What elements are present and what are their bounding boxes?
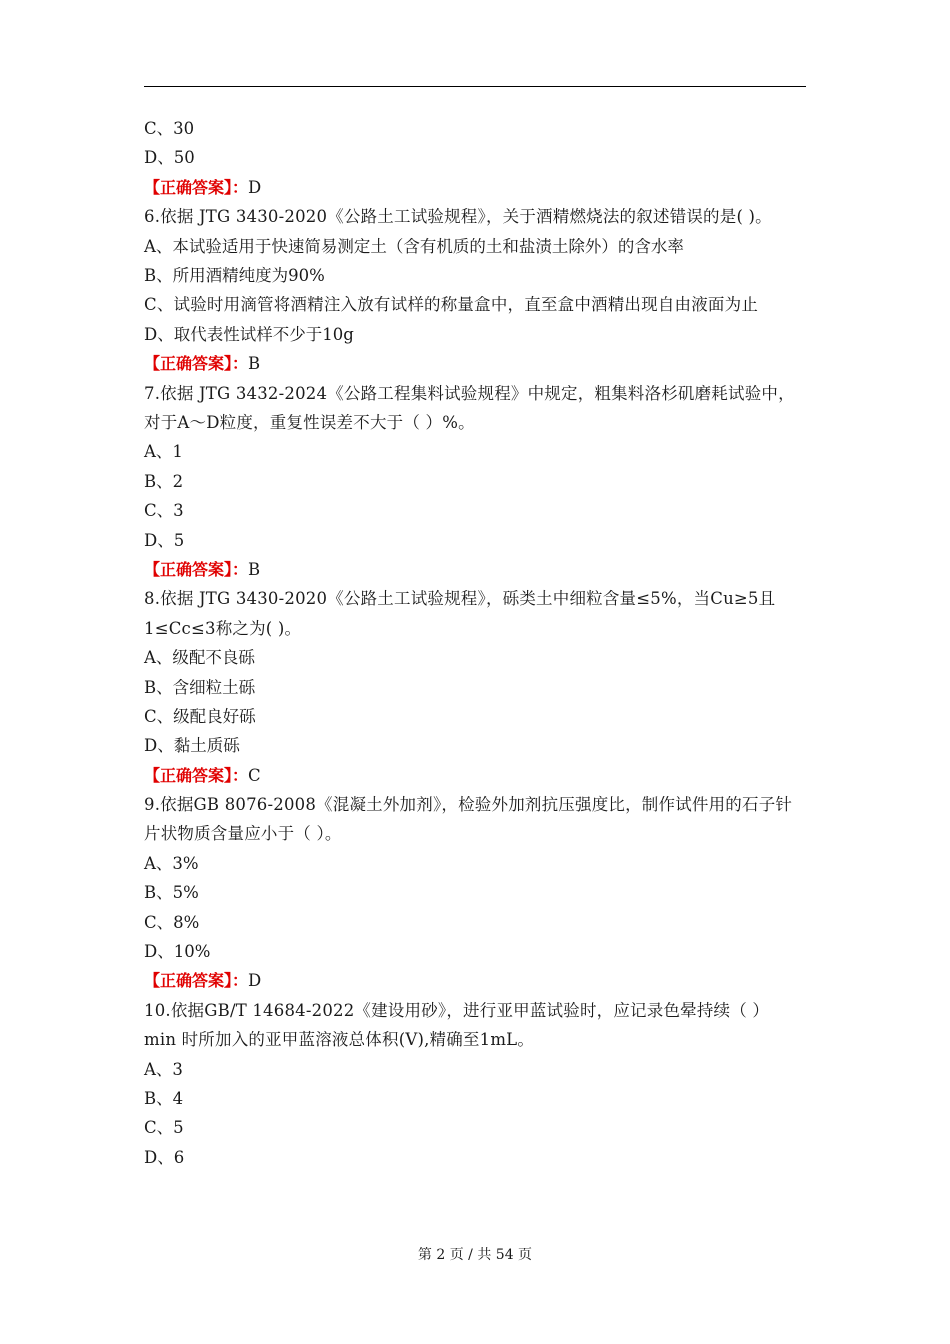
question-6-option-c: C、试验时用滴管将酒精注入放有试样的称量盒中，直至盒中酒精出现自由液面为止 — [144, 295, 759, 315]
question-8-answer — [144, 761, 806, 790]
question-8-option-a: A、级配不良砾 — [144, 648, 255, 668]
answer-value: C — [248, 765, 261, 785]
question-10-text: 10.依据GB/T 14684-2022《建设用砂》，进行亚甲蓝试验时，应记录色晕持续（ ） min 时所加入的亚甲蓝溶液总体积(V),精确至1mL。 — [144, 1000, 770, 1050]
question-7-option-b: B、2 — [144, 471, 184, 491]
answer-value: B — [248, 559, 261, 579]
question-6-option-a: A、本试验适用于快速简易测定土（含有机质的土和盐渍土除外）的含水率 — [144, 236, 684, 256]
question-7-answer — [144, 555, 806, 584]
question-7-text: 7.依据 JTG 3432-2024《公路工程集料试验规程》中规定，粗集料洛杉矶磨耗试验中，对于A～D粒度，重复性误差不大于（ ）%。 — [144, 383, 795, 432]
answer-label: 【正确答案】： — [144, 354, 249, 374]
question-7-option-c: C、3 — [144, 501, 184, 521]
question-7-option-a: A、1 — [144, 442, 183, 462]
question-8-text: 8.依据 JTG 3430-2020《公路土工试验规程》，砾类土中细粒含量≤5%，当Cu≥5且1≤Cc≤3称之为( )。 — [144, 589, 776, 638]
option-c: C、30 — [144, 119, 195, 138]
question-6-option-b: B、所用酒精纯度为90% — [144, 265, 325, 285]
page-content — [144, 114, 806, 1172]
question-6-answer — [144, 349, 806, 378]
answer-label: 【正确答案】： — [144, 765, 249, 785]
page-footer: 第 2 页 / 共 54 页 — [417, 1247, 533, 1263]
question-6-text: 6.依据 JTG 3430-2020《公路土工试验规程》，关于酒精燃烧法的叙述错误的是( )。 — [144, 207, 772, 227]
question-9-option-c: C、8% — [144, 912, 200, 932]
header-rule — [144, 86, 806, 87]
question-10-option-a: A、3 — [144, 1059, 183, 1079]
answer-label: 【正确答案】： — [144, 971, 249, 991]
answer-value: B — [248, 354, 261, 374]
question-10-option-c: C、5 — [144, 1118, 184, 1138]
question-8-option-c: C、级配良好砾 — [144, 706, 256, 726]
question-7-option-d: D、5 — [144, 530, 185, 550]
answer-line — [144, 173, 806, 202]
question-9-option-a: A、3% — [144, 853, 199, 873]
question-10-option-b: B、4 — [144, 1089, 184, 1109]
question-6-option-d: D、取代表性试样不少于10g — [144, 324, 354, 344]
question-10-option-d: D、6 — [144, 1147, 185, 1167]
answer-label: 【正确答案】： — [144, 559, 249, 579]
answer-value: D — [248, 971, 262, 991]
question-9-answer — [144, 966, 806, 995]
question-8-option-b: B、含细粒土砾 — [144, 677, 256, 697]
question-9-option-d: D、10% — [144, 942, 211, 962]
question-8-option-d: D、黏土质砾 — [144, 736, 240, 756]
question-9-option-b: B、5% — [144, 883, 199, 903]
option-d: D、50 — [144, 148, 195, 168]
answer-label: 【正确答案】： — [144, 177, 249, 197]
answer-value: D — [248, 177, 262, 197]
question-9-text: 9.依据GB 8076-2008《混凝土外加剂》，检验外加剂抗压强度比，制作试件用的石子针片状物质含量应小于（ ）。 — [144, 795, 793, 844]
